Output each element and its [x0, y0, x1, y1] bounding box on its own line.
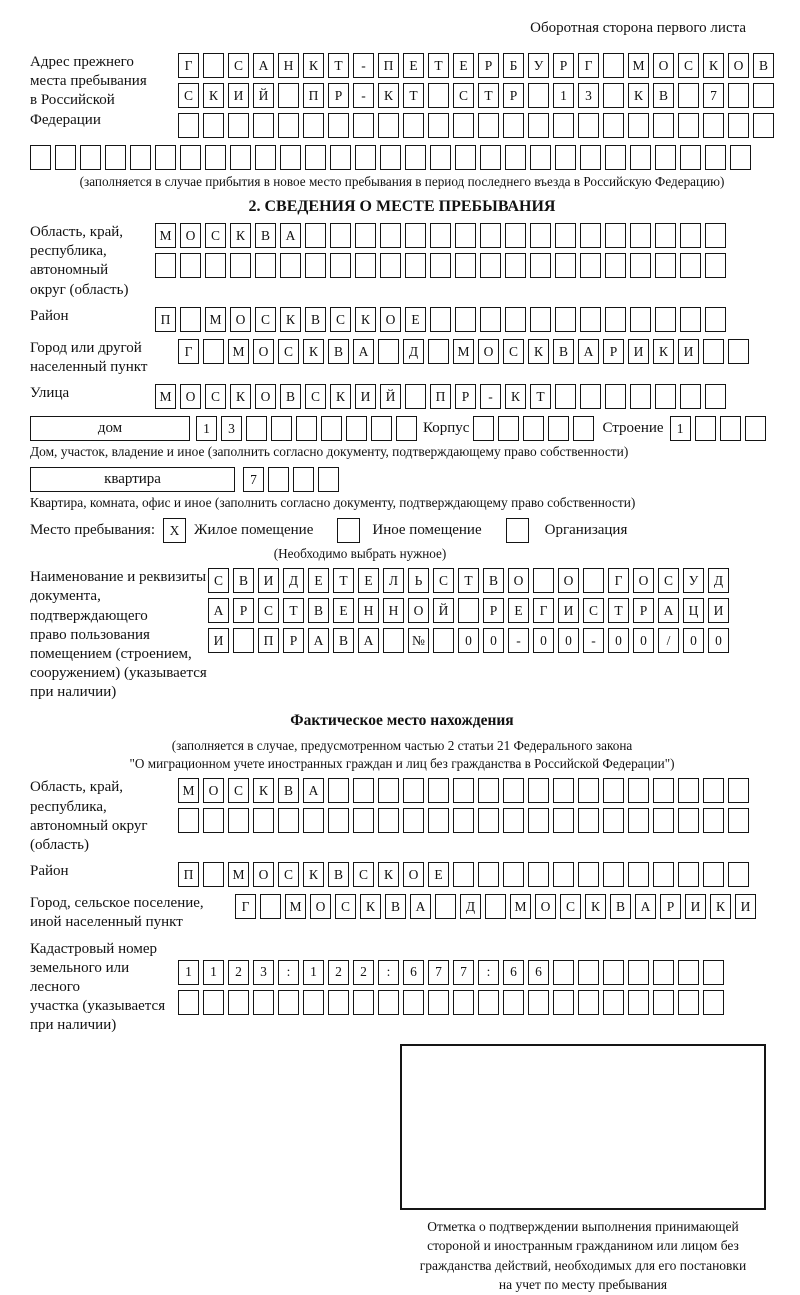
korpus-label: Корпус	[423, 420, 470, 437]
prev-address-grid-row-2[interactable]: С К И Й П Р - К Т С Т Р 1 3 К В 7	[178, 83, 774, 108]
stay-option-checkbox-org[interactable]	[506, 518, 529, 543]
district-grid[interactable]: П М О С К В С К О Е	[155, 307, 726, 332]
actual-region-grid-row-1[interactable]: М О С К В А	[178, 778, 749, 803]
apartment-number-grid[interactable]: 7	[243, 467, 339, 492]
stay-option-label-org: Организация	[544, 522, 628, 539]
section2-title: 2. СВЕДЕНИЯ О МЕСТЕ ПРЕБЫВАНИЯ	[248, 198, 556, 215]
house-type-box: дом	[30, 416, 190, 441]
stay-type-label: Место пребывания:	[30, 522, 155, 539]
document-grid-row-3[interactable]: И П Р А В А № 0 0 - 0 0 - 0 0 / 0 0	[208, 628, 729, 653]
prev-address-note: (заполняется в случае прибытия в новое место пребывания в период последнего въезда в Российскую Федерацию)	[79, 174, 725, 189]
house-note: Дом, участок, владение и иное (заполнить согласно документу, подтверждающему право собственности)	[30, 444, 629, 460]
corner-note: Оборотная сторона первого листа	[530, 20, 746, 36]
city-grid[interactable]: Г М О С К В А Д М О С К В А Р И К И	[178, 339, 749, 364]
prev-address-grid-row-3[interactable]	[178, 113, 774, 138]
stay-type-row	[30, 518, 774, 543]
document-grid-row-2[interactable]: А Р С Т В Е Н Н О Й Р Е Г И С Т Р А Ц И	[208, 598, 729, 623]
city-field	[30, 339, 774, 377]
region-grid-row-1[interactable]: М О С К В А	[155, 223, 726, 248]
actual-district-label: Район	[30, 863, 69, 880]
street-grid[interactable]: М О С К О В С К И Й П Р - К Т	[155, 384, 726, 409]
actual-region-grid-row-2[interactable]	[178, 808, 749, 833]
stay-option-label-zhiloe: Жилое помещение	[194, 522, 314, 539]
actual-location-note-line-2: "О миграционном учете иностранных граждан и лиц без гражданства в Российской Федерации")	[129, 756, 675, 772]
house-number-grid[interactable]: 1 3	[196, 416, 417, 441]
actual-region-label: Область, край, республика, автономный округ (область)	[30, 779, 148, 853]
confirmation-caption: Отметка о подтверждении выполнения принимающей стороной и иностранным гражданином или лицом без гражданства действий, необходимых для его постановки на учет по месту пребывания	[419, 1218, 747, 1293]
prev-address-grid-row-4[interactable]	[30, 145, 774, 170]
actual-region-field	[30, 778, 774, 855]
actual-district-grid[interactable]: П М О С К В С К О Е	[178, 862, 749, 887]
cadastral-label: Кадастровый номер земельного или лесного участка (указывается при наличии)	[30, 940, 166, 1034]
stroenie-grid[interactable]: 1	[670, 416, 766, 441]
confirmation-box	[400, 1044, 766, 1210]
stroenie-label: Строение	[602, 420, 664, 437]
actual-city-label: Город, сельское поселение, иной населенный пункт	[30, 895, 204, 931]
city-label: Город или другой населенный пункт	[30, 339, 148, 375]
document-label: Наименование и реквизиты документа, подтверждающего право пользования помещением (строением, сооружением) (указывается при наличии)	[30, 569, 207, 701]
prev-address-grid-row-1[interactable]: Г С А Н К Т - П Е Т Е Р Б У Р Г М О С К О В	[178, 53, 774, 78]
stay-option-checkbox-inoe[interactable]	[337, 518, 360, 543]
stay-option-label-inoe: Иное помещение	[372, 522, 482, 539]
cadastral-field	[30, 940, 774, 1036]
district-field	[30, 307, 774, 332]
region-label: Область, край, республика, автономный округ (область)	[30, 224, 129, 298]
prev-address-field	[30, 53, 774, 138]
street-field	[30, 384, 774, 409]
document-field	[30, 568, 774, 702]
apartment-note: Квартира, комната, офис и иное (заполнить согласно документу, подтверждающему право собственности)	[30, 495, 636, 511]
district-label: Район	[30, 307, 69, 324]
cadastral-grid-row-1[interactable]: 1 1 2 3 : 1 2 2 : 6 7 7 : 6 6	[178, 960, 724, 985]
korpus-grid[interactable]	[473, 416, 594, 441]
stay-type-note: (Необходимо выбрать нужное)	[273, 546, 447, 562]
apartment-type-box: квартира	[30, 467, 235, 492]
actual-location-note-line-1: (заполняется в случае, предусмотренном частью 2 статьи 21 Федерального закона	[171, 738, 633, 754]
apartment-row	[30, 467, 774, 492]
region-field	[30, 223, 774, 300]
document-grid-row-1[interactable]: С В И Д Е Т Е Л Ь С Т В О О Г О С У Д	[208, 568, 729, 593]
street-label: Улица	[30, 385, 70, 402]
prev-address-label: Адрес прежнего места пребывания в Российской Федерации	[30, 54, 147, 128]
actual-city-grid[interactable]: Г М О С К В А Д М О С К В А Р И К И	[235, 894, 756, 919]
actual-city-field	[30, 894, 774, 932]
stay-option-checkbox-zhiloe[interactable]: X	[163, 518, 186, 543]
actual-location-title: Фактическое место нахождения	[290, 712, 514, 730]
house-row	[30, 416, 774, 441]
cadastral-grid-row-2[interactable]	[178, 990, 724, 1015]
actual-district-field	[30, 862, 774, 887]
region-grid-row-2[interactable]	[155, 253, 726, 278]
